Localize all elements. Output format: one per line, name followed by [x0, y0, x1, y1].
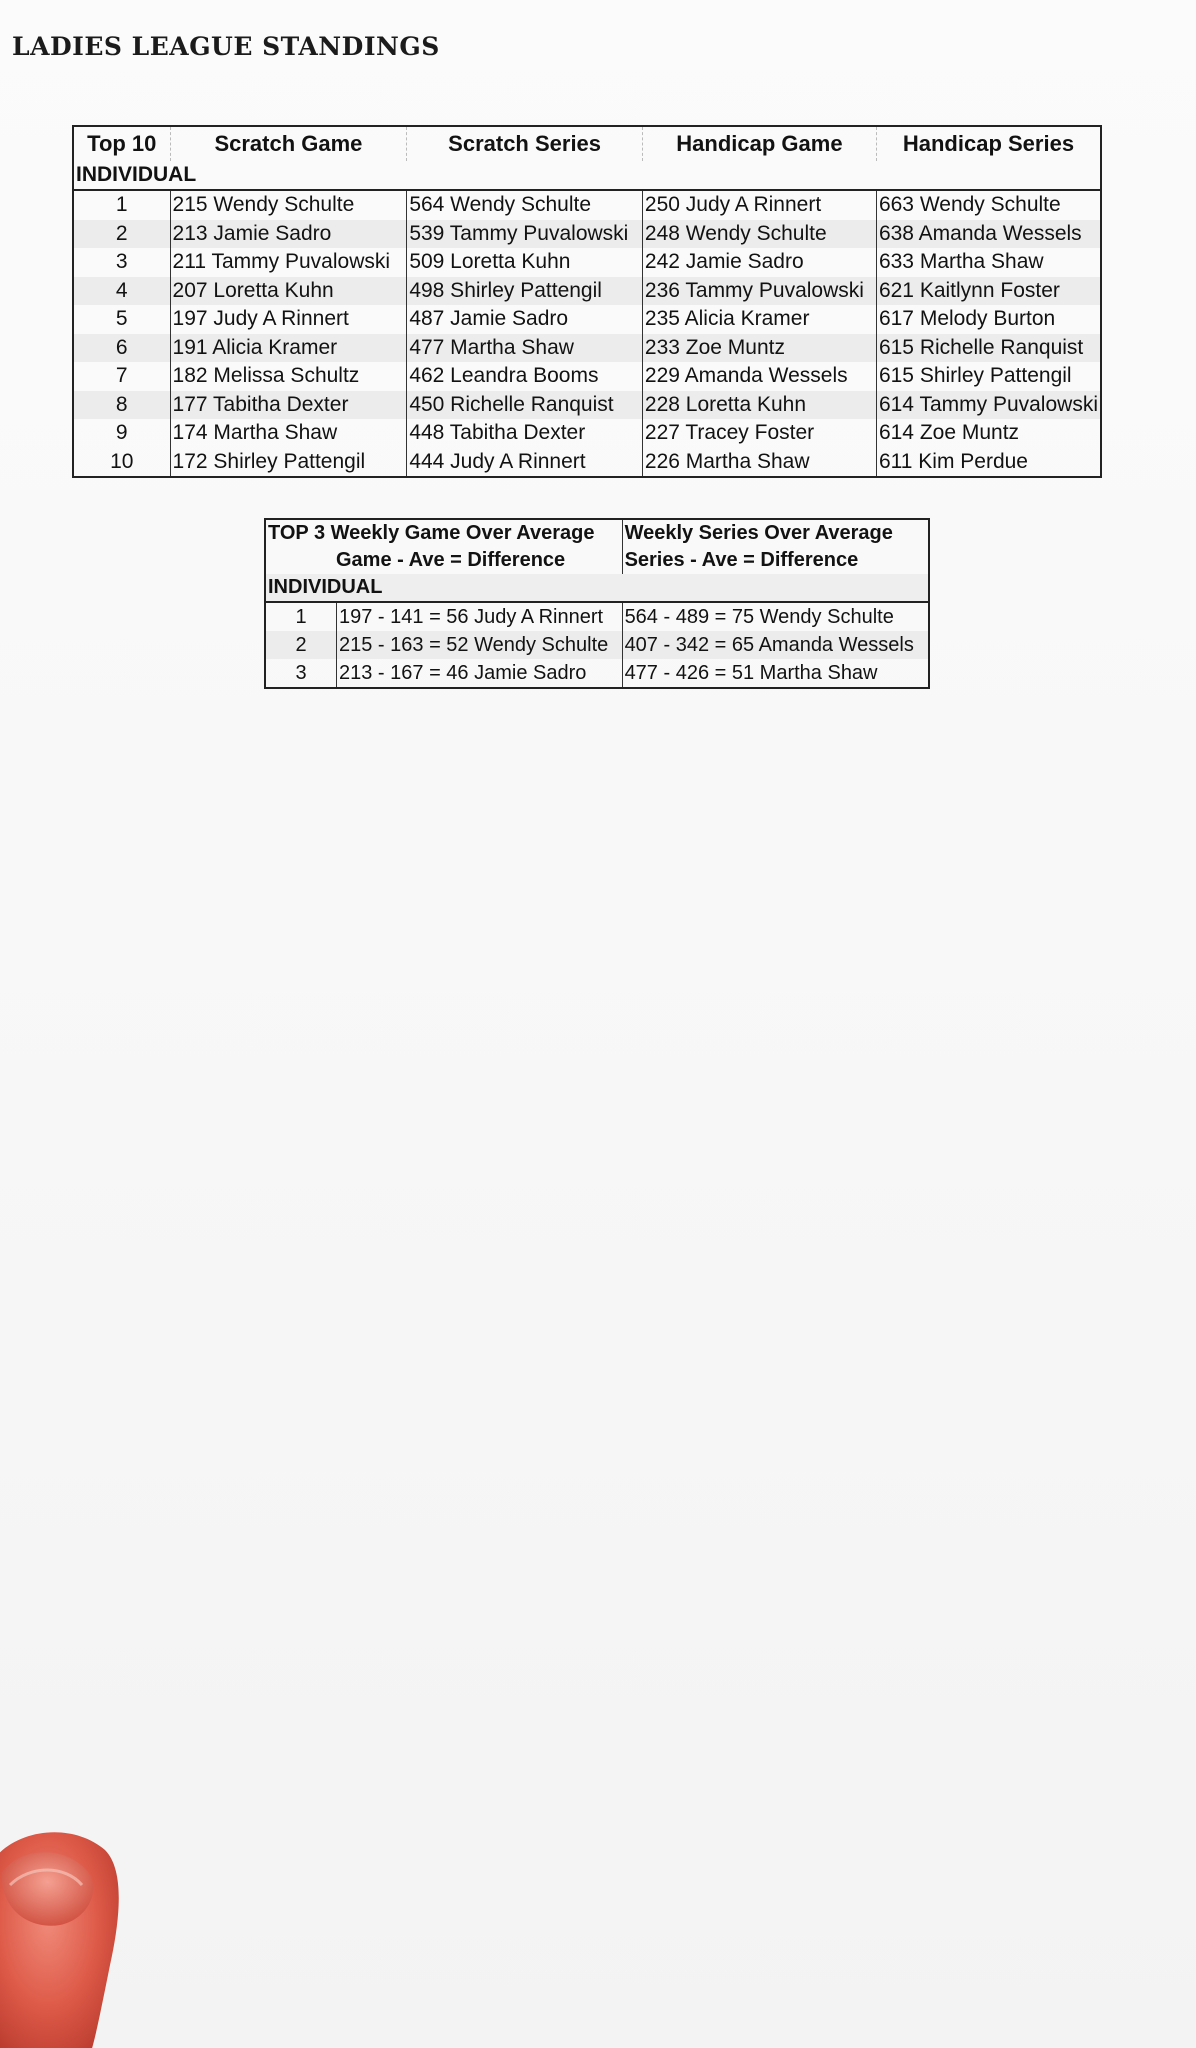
handicap-series-cell: 615 Richelle Ranquist	[876, 334, 1101, 363]
table-row	[265, 659, 929, 688]
handicap-series-cell: 617 Melody Burton	[876, 305, 1101, 334]
thumb-photo	[0, 1825, 130, 2048]
game-over-average-cell: 213 - 167 = 46 Jamie Sadro	[337, 659, 623, 688]
table-row	[73, 305, 1101, 334]
handicap-game-cell: 226 Martha Shaw	[642, 448, 876, 478]
scratch-series-cell: 498 Shirley Pattengil	[407, 277, 643, 306]
section-row	[265, 574, 929, 602]
scratch-game-cell: 207 Loretta Kuhn	[170, 277, 407, 306]
top3-over-average-table	[264, 518, 930, 689]
scratch-game-cell: 182 Melissa Schultz	[170, 362, 407, 391]
header-top10: Top 10	[73, 126, 170, 161]
handicap-series-cell: 621 Kaitlynn Foster	[876, 277, 1101, 306]
subheader-series-formula: Series - Ave = Difference	[622, 547, 929, 574]
handicap-series-cell: 614 Zoe Muntz	[876, 419, 1101, 448]
rank-cell: 1	[115, 193, 128, 217]
table-row	[73, 248, 1101, 277]
game-over-average-cell: 215 - 163 = 52 Wendy Schulte	[337, 631, 623, 659]
header-handicap-game: Handicap Game	[642, 126, 876, 161]
header-scratch-series: Scratch Series	[407, 126, 643, 161]
header-scratch-game: Scratch Game	[170, 126, 407, 161]
scratch-series-cell: 462 Leandra Booms	[407, 362, 643, 391]
handicap-game-cell: 235 Alicia Kramer	[642, 305, 876, 334]
rank-cell: 1	[295, 605, 307, 628]
page-title: LADIES LEAGUE STANDINGS	[12, 32, 440, 61]
table-row	[73, 220, 1101, 249]
rank-cell: 7	[115, 364, 128, 388]
table-row	[73, 334, 1101, 363]
scratch-series-cell: 487 Jamie Sadro	[407, 305, 643, 334]
handicap-game-cell: 248 Wendy Schulte	[642, 220, 876, 249]
table-row	[265, 602, 929, 631]
rank-cell: 8	[73, 391, 170, 420]
scratch-game-cell: 213 Jamie Sadro	[170, 220, 407, 249]
series-over-average-cell: 477 - 426 = 51 Martha Shaw	[622, 659, 929, 688]
handicap-game-cell: 236 Tammy Puvalowski	[642, 277, 876, 306]
handicap-series-cell: 663 Wendy Schulte	[876, 190, 1101, 220]
handicap-series-cell: 614 Tammy Puvalowski	[876, 391, 1101, 420]
scratch-game-cell: 211 Tammy Puvalowski	[170, 248, 407, 277]
game-over-average-cell: 197 - 141 = 56 Judy A Rinnert	[337, 602, 623, 631]
rank-cell: 5	[115, 307, 128, 331]
table-row	[73, 277, 1101, 306]
scratch-series-cell: 444 Judy A Rinnert	[407, 448, 643, 478]
table-row	[73, 362, 1101, 391]
section-row	[73, 161, 1101, 190]
handicap-game-cell: 229 Amanda Wessels	[642, 362, 876, 391]
table-row	[73, 391, 1101, 420]
scratch-series-cell: 564 Wendy Schulte	[407, 190, 643, 220]
scratch-game-cell: 197 Judy A Rinnert	[170, 305, 407, 334]
section-label: INDIVIDUAL	[265, 574, 929, 602]
scratch-game-cell: 191 Alicia Kramer	[170, 334, 407, 363]
scratch-game-cell: 215 Wendy Schulte	[170, 190, 407, 220]
scratch-series-cell: 509 Loretta Kuhn	[407, 248, 643, 277]
table-row	[73, 190, 1101, 220]
series-over-average-cell: 564 - 489 = 75 Wendy Schulte	[622, 602, 929, 631]
scratch-game-cell: 177 Tabitha Dexter	[170, 391, 407, 420]
scratch-game-cell: 174 Martha Shaw	[170, 419, 407, 448]
rank-cell: 3	[115, 250, 128, 274]
rank-cell: 9	[115, 421, 128, 445]
handicap-series-cell: 615 Shirley Pattengil	[876, 362, 1101, 391]
rank-cell: 2	[73, 220, 170, 249]
rank-cell: 6	[73, 334, 170, 363]
handicap-game-cell: 250 Judy A Rinnert	[642, 190, 876, 220]
subheader-game-formula: Game - Ave = Difference	[336, 549, 566, 571]
scratch-series-cell: 450 Richelle Ranquist	[407, 391, 643, 420]
header-weekly-series-over-average: Weekly Series Over Average	[622, 519, 929, 547]
table-subheader-row	[265, 547, 929, 574]
table-row	[73, 448, 1101, 478]
table-row	[73, 419, 1101, 448]
handicap-game-cell: 227 Tracey Foster	[642, 419, 876, 448]
header-weekly-game-over-average: TOP 3 Weekly Game Over Average	[268, 522, 595, 544]
top10-standings-table	[72, 125, 1102, 478]
scratch-game-cell: 172 Shirley Pattengil	[170, 448, 407, 478]
rank-cell: 2	[265, 631, 337, 659]
handicap-series-cell: 611 Kim Perdue	[876, 448, 1101, 478]
series-over-average-cell: 407 - 342 = 65 Amanda Wessels	[622, 631, 929, 659]
rank-cell: 10	[110, 449, 134, 473]
handicap-game-cell: 242 Jamie Sadro	[642, 248, 876, 277]
handicap-game-cell: 233 Zoe Muntz	[642, 334, 876, 363]
scratch-series-cell: 539 Tammy Puvalowski	[407, 220, 643, 249]
rank-cell: 4	[73, 277, 170, 306]
rank-cell: 3	[295, 661, 307, 684]
table-header-row	[73, 126, 1101, 161]
table-header-row	[265, 519, 929, 547]
handicap-game-cell: 228 Loretta Kuhn	[642, 391, 876, 420]
scratch-series-cell: 448 Tabitha Dexter	[407, 419, 643, 448]
handicap-series-cell: 638 Amanda Wessels	[876, 220, 1101, 249]
scratch-series-cell: 477 Martha Shaw	[407, 334, 643, 363]
handicap-series-cell: 633 Martha Shaw	[876, 248, 1101, 277]
table-row	[265, 631, 929, 659]
section-label: INDIVIDUAL	[73, 161, 1101, 190]
header-handicap-series: Handicap Series	[902, 131, 1075, 156]
